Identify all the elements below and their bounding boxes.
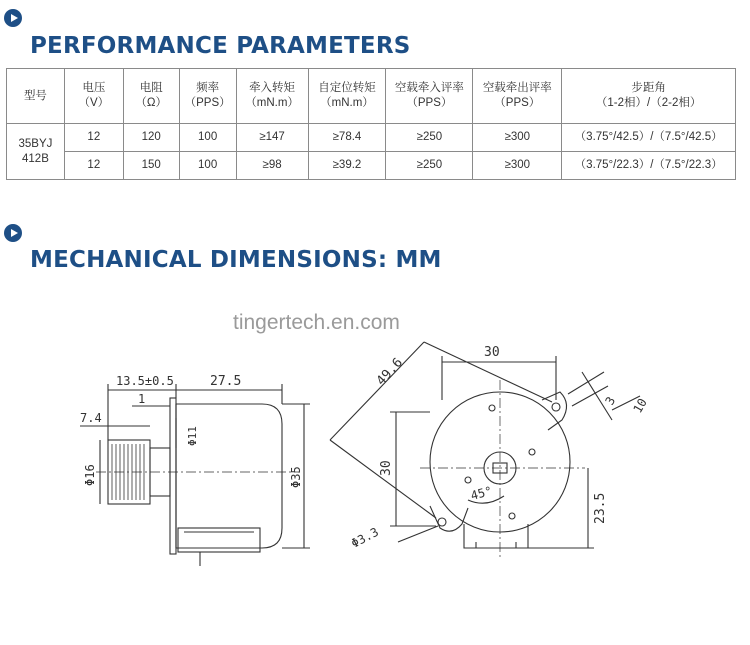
dim-3: 3 <box>602 394 619 408</box>
header-step-angle: 步距角 （1-2相）/（2-2相） <box>562 69 736 124</box>
header-pull-out-rate: 空载牵出评率 （PPS） <box>473 69 562 124</box>
table-cell: ≥147 <box>236 124 308 152</box>
header-frequency: 频率 （PPS） <box>179 69 236 124</box>
dim-30-top: 30 <box>484 345 500 360</box>
header-model: 型号 <box>7 69 65 124</box>
dim-1: 1 <box>138 392 146 406</box>
table-cell: ≥39.2 <box>308 152 386 180</box>
mechanical-title: MECHANICAL DIMENSIONS: MM <box>30 247 442 273</box>
dim-23-5: 23.5 <box>593 492 608 524</box>
dim-49-6: 49.6 <box>373 355 406 389</box>
dim-phi16: Φ16 <box>83 464 97 486</box>
dim-7-4: 7.4 <box>80 411 102 425</box>
table-cell: （3.75°/22.3）/（7.5°/22.3） <box>562 152 736 180</box>
model-cell: 35BYJ 412B <box>7 124 65 180</box>
table-cell: 12 <box>64 124 123 152</box>
side-view <box>80 384 310 566</box>
table-cell: ≥98 <box>236 152 308 180</box>
header-resistance: 电阻 （Ω） <box>123 69 179 124</box>
header-pull-in-torque: 牵入转矩 （mN.m） <box>236 69 308 124</box>
dim-13-5: 13.5±0.5 <box>116 374 174 388</box>
table-cell: ≥300 <box>473 124 562 152</box>
dim-phi35: Φ35 <box>289 466 303 488</box>
table-cell: 150 <box>123 152 179 180</box>
dim-45-deg: 45° <box>469 483 494 503</box>
header-voltage: 电压 （V） <box>64 69 123 124</box>
performance-title: PERFORMANCE PARAMETERS <box>30 33 411 59</box>
dim-30-left: 30 <box>379 460 394 476</box>
table-cell: ≥250 <box>386 152 473 180</box>
watermark: tingertech.en.com <box>233 311 400 334</box>
header-detent-torque: 自定位转矩 （mN.m） <box>308 69 386 124</box>
table-cell: 120 <box>123 124 179 152</box>
table-cell: （3.75°/42.5）/（7.5°/42.5） <box>562 124 736 152</box>
dim-10: 10 <box>630 395 650 416</box>
dim-phi11: Φ11 <box>186 426 199 446</box>
table-cell: 12 <box>64 152 123 180</box>
dim-27-5: 27.5 <box>210 374 242 389</box>
table-cell: ≥78.4 <box>308 124 386 152</box>
dim-phi3-3: Φ3.3 <box>348 524 381 551</box>
header-pull-in-rate: 空载牵入评率 （PPS） <box>386 69 473 124</box>
table-cell: ≥300 <box>473 152 562 180</box>
table-cell: 100 <box>179 124 236 152</box>
table-cell: 100 <box>179 152 236 180</box>
table-cell: ≥250 <box>386 124 473 152</box>
